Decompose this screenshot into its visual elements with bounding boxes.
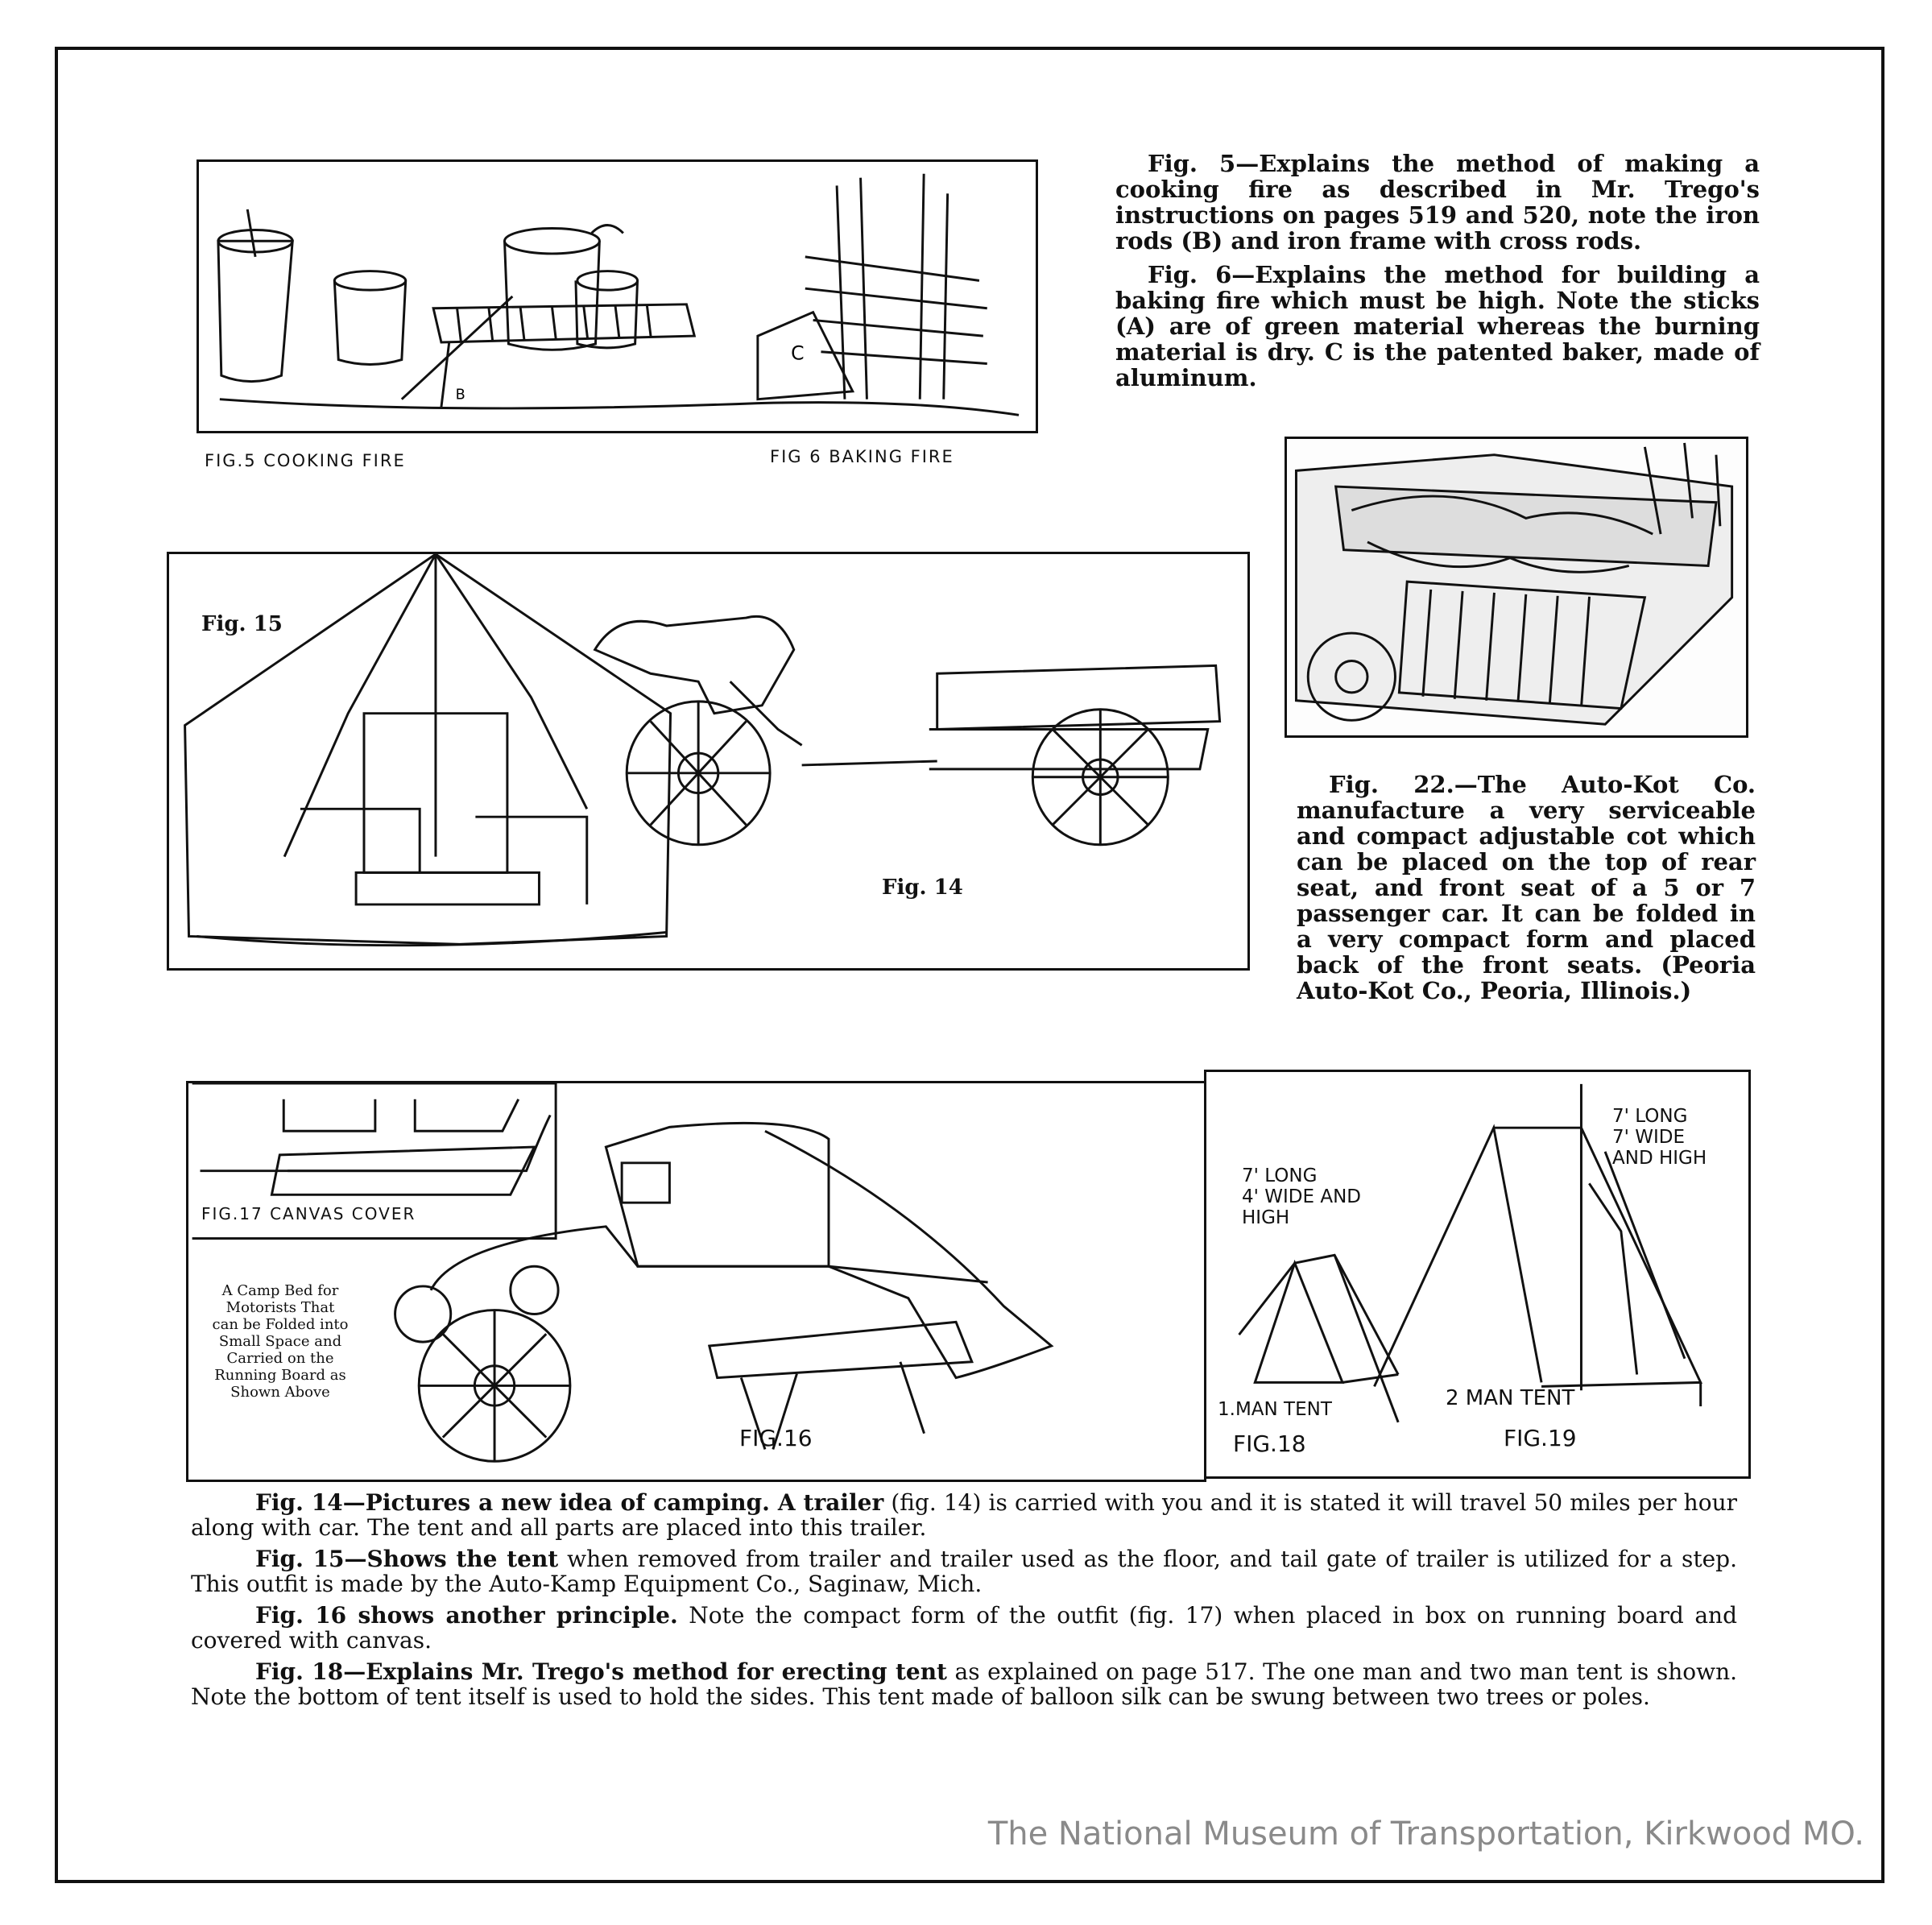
fig5-caption: FIG.5 COOKING FIRE	[205, 451, 406, 470]
fig15-lead: Fig. 15—Shows the tent	[255, 1546, 559, 1572]
fig5-fig6-illustration	[197, 159, 1038, 433]
fig22-paragraph: Fig. 22.—The Auto-Kot Co. manufacture a very serviceable and compact adjustable cot which can be placed on the top of rear seat, and front seat of a 5 or 7 passenger car. It can be folded in a very compact form and placed back of the front seats. (Peoria Auto-Kot Co., Peoria, Illinois.)	[1297, 771, 1756, 1004]
fig18-paragraph	[191, 1659, 1737, 1709]
camp-bed-note-line: Shown Above	[230, 1384, 330, 1401]
museum-credit: The National Museum of Transportation, Kirkwood MO.	[987, 1815, 1864, 1853]
large-tent-dim-line: 7' LONG	[1612, 1106, 1688, 1127]
small-tent-dim-line: 4' WIDE AND	[1242, 1186, 1361, 1207]
fig6-caption: FIG 6 BAKING FIRE	[770, 447, 954, 466]
fig15-label: Fig. 15	[201, 612, 283, 636]
camp-bed-note-line: Small Space and	[218, 1333, 342, 1350]
camp-bed-note-line: Carried on the	[226, 1350, 334, 1367]
large-tent-dim-line: AND HIGH	[1612, 1148, 1707, 1169]
fig16-paragraph	[191, 1603, 1737, 1653]
tent-trailer-drawing	[169, 554, 1247, 968]
camp-bed-note-line: Motorists That	[225, 1299, 335, 1316]
one-man-tent-label: 1.MAN TENT	[1218, 1399, 1332, 1420]
small-tent-dim-line: HIGH	[1242, 1207, 1290, 1228]
fig15-body: when removed from trailer and trailer used as the floor, and tail gate of trailer is utilized for a step. This outfit is made by the Auto-Kamp Equipment Co., Saginaw, Mich.	[191, 1546, 1738, 1597]
fig16-fig17-illustration	[186, 1081, 1206, 1482]
fig5-fig6-description	[1115, 151, 1760, 399]
cooking-baking-fire-drawing	[199, 162, 1036, 431]
camp-bed-note-line: A Camp Bed for	[221, 1282, 339, 1299]
camp-bed-note	[200, 1282, 361, 1401]
large-tent-dims	[1612, 1106, 1707, 1169]
fig16-caption: FIG.16	[739, 1425, 813, 1451]
small-tent-dims	[1242, 1165, 1361, 1228]
fig16-body: Note the compact form of the outfit (fig. 17) when placed in box on running board and covered with canvas.	[191, 1602, 1737, 1654]
letter-c-label: C	[791, 342, 805, 365]
camp-bed-car-drawing	[188, 1083, 1204, 1480]
fig17-caption: FIG.17 CANVAS COVER	[201, 1204, 416, 1223]
auto-kot-cot-drawing	[1287, 439, 1746, 735]
fig14-lead: Fig. 14—Pictures a new idea of camping. A trailer	[255, 1489, 884, 1516]
fig18-body: as explained on page 517. The one man and two man tent is shown. Note the bottom of tent itself is used to hold the sides. This tent made of balloon silk can be swung between two trees or poles.	[191, 1658, 1738, 1710]
camp-bed-note-line: Running Board as	[214, 1367, 346, 1384]
fig19-caption: FIG.19	[1504, 1425, 1577, 1451]
fig16-lead: Fig. 16 shows another principle.	[255, 1602, 678, 1629]
fig14-fig15-illustration	[167, 552, 1250, 971]
fig6-paragraph: Fig. 6—Explains the method for building a baking fire which must be high. Note the sticks (A) are of green material whereas the burning material is dry. C is the patented baker, made of aluminum.	[1115, 261, 1760, 391]
letter-b-label: B	[455, 387, 465, 404]
fig5-paragraph: Fig. 5—Explains the method of making a cooking fire as described in Mr. Trego's instructions on pages 519 and 520, note the iron rods (B) and iron frame with cross rods.	[1115, 150, 1760, 255]
camp-bed-note-line: can be Folded into	[212, 1316, 349, 1333]
fig18-caption: FIG.18	[1233, 1430, 1306, 1457]
fig14-paragraph	[191, 1490, 1737, 1540]
fig22-auto-kot-photo	[1285, 437, 1748, 738]
bottom-description	[191, 1490, 1737, 1716]
fig18-lead: Fig. 18—Explains Mr. Trego's method for erecting tent	[255, 1658, 947, 1685]
two-man-tent-label: 2 MAN TENT	[1446, 1386, 1575, 1410]
fig14-body: (fig. 14) is carried with you and it is stated it will travel 50 miles per hour along with car. The tent and all parts are placed into this trailer.	[191, 1489, 1737, 1541]
large-tent-dim-line: 7' WIDE	[1612, 1127, 1686, 1148]
fig22-description	[1297, 772, 1756, 1012]
fig14-label: Fig. 14	[882, 876, 963, 900]
small-tent-dim-line: 7' LONG	[1242, 1165, 1318, 1186]
fig15-paragraph	[191, 1546, 1737, 1596]
